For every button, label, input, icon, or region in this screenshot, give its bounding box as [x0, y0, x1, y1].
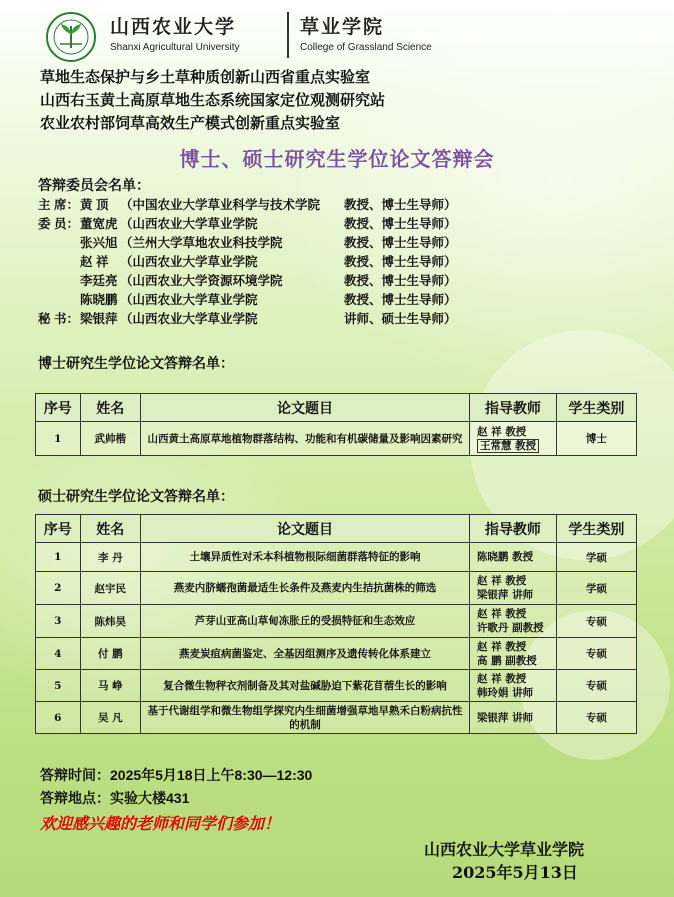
- defense-location: 答辩地点：实验大楼431: [40, 790, 190, 806]
- row-number: 2: [36, 572, 81, 605]
- row-number: 5: [36, 670, 81, 702]
- member-role: 委 员：: [38, 217, 79, 231]
- thesis-topic: 基于代谢组学和微生物组学探究内生细菌增强草地早熟禾白粉病抗性的机制: [141, 702, 470, 734]
- advisor-cell: [469, 543, 556, 572]
- member-org: （山西农业大学草业学院: [120, 312, 258, 326]
- advisor-text: 王常慧 教授: [477, 439, 539, 453]
- advisor-text: 韩玲娟 讲师: [476, 686, 534, 699]
- advisor-name: [473, 574, 553, 588]
- advisor-name: [473, 686, 553, 700]
- university-name-en: Shanxi Agricultural University: [110, 42, 240, 53]
- member-org: （山西农业大学资源环境学院: [120, 274, 283, 288]
- member-title: 教授、博士生导师）: [344, 293, 457, 307]
- column-header: 学生类别: [556, 394, 636, 422]
- lab-name: 山西右玉黄土高原草地生态系统国家定位观测研究站: [40, 91, 386, 109]
- advisor-cell: [469, 605, 556, 638]
- student-type: 专硕: [556, 670, 636, 702]
- member-org: （山西农业大学草业学院: [120, 255, 258, 269]
- invitation-text: 欢迎感兴趣的老师和同学们参加！: [40, 814, 281, 833]
- table-row: [36, 638, 637, 670]
- advisor-name: [473, 439, 553, 453]
- advisor-text: 许歌丹 副教授: [476, 622, 544, 634]
- member-name: 董宽虎: [80, 217, 118, 231]
- member-org: （中国农业大学草业科学与技术学院: [120, 198, 321, 212]
- university-name-cn: 山西农业大学: [110, 16, 237, 38]
- member-title: 讲师、硕士生导师）: [344, 312, 457, 326]
- member-name: 李廷亮: [80, 274, 118, 288]
- table-row: [36, 572, 637, 605]
- column-header: 论文题目: [141, 515, 470, 543]
- member-org: （兰州大学草地农业科技学院: [120, 236, 283, 250]
- column-header: 指导教师: [469, 515, 556, 543]
- master-heading: 硕士研究生学位论文答辩名单：: [38, 488, 234, 504]
- advisor-text: 赵 祥 教授: [476, 608, 527, 620]
- row-number: 1: [36, 422, 81, 456]
- master-table: [35, 514, 637, 734]
- table-row: [36, 702, 637, 734]
- university-logo: [46, 12, 96, 62]
- advisor-name: [473, 654, 553, 668]
- member-title: 教授、博士生导师）: [344, 217, 457, 231]
- page-title: 博士、硕士研究生学位论文答辩会: [179, 147, 495, 171]
- advisor-name: [473, 607, 553, 621]
- phd-heading: 博士研究生学位论文答辩名单：: [38, 355, 234, 371]
- thesis-topic: 山西黄土高原草地植物群落结构、功能和有机碳储量及影响因素研究: [141, 422, 470, 456]
- member-name: 黄 顶: [80, 198, 109, 212]
- member-name: 陈晓鹏: [80, 293, 118, 307]
- column-header: 姓名: [80, 394, 140, 422]
- thesis-topic: 燕麦内脐蠕孢菌最适生长条件及燕麦内生拮抗菌株的筛选: [141, 572, 470, 605]
- signature-org: 山西农业大学草业学院: [424, 840, 585, 859]
- student-name: 李 丹: [80, 543, 140, 572]
- column-header: 学生类别: [556, 515, 636, 543]
- member-role: 主 席：: [38, 198, 79, 212]
- student-type: 专硕: [556, 638, 636, 670]
- student-name: 陈炜昊: [80, 605, 140, 638]
- lab-name: 农业农村部饲草高效生产模式创新重点实验室: [40, 114, 341, 132]
- advisor-name: [473, 672, 553, 686]
- student-type: 专硕: [556, 605, 636, 638]
- advisor-name: [473, 425, 553, 439]
- advisor-text: 赵 祥 教授: [476, 640, 527, 653]
- advisor-text: 梁银萍 讲师: [476, 711, 534, 724]
- advisor-name: [473, 640, 553, 654]
- advisor-cell: [469, 670, 556, 702]
- advisor-cell: [469, 638, 556, 670]
- thesis-topic: 芦芽山亚高山草甸冻胀丘的受损特征和生态效应: [141, 605, 470, 638]
- row-number: 1: [36, 543, 81, 572]
- thesis-topic: 复合微生物秤衣剂制备及其对盐碱胁迫下紫花苜蓿生长的影响: [141, 670, 470, 702]
- advisor-name: [473, 621, 553, 635]
- advisor-text: 赵 祥 教授: [477, 425, 527, 438]
- lab-list: [40, 66, 385, 135]
- member-title: 教授、博士生导师）: [344, 255, 457, 269]
- student-type: 学硕: [556, 543, 636, 572]
- member-title: 教授、博士生导师）: [344, 274, 457, 288]
- member-name: 赵 祥: [80, 255, 109, 269]
- member-name: 张兴旭: [80, 236, 118, 250]
- signature-date: 2025年5月13日: [452, 863, 578, 882]
- table-row: [36, 670, 637, 702]
- member-role: 秘 书：: [38, 312, 79, 326]
- advisor-cell: [469, 572, 556, 605]
- column-header: 序号: [36, 515, 81, 543]
- member-org: （山西农业大学草业学院: [120, 293, 258, 307]
- student-name: 武帅楷: [80, 422, 140, 456]
- header-divider: [287, 12, 289, 58]
- phd-table: [35, 393, 637, 456]
- column-header: 姓名: [80, 515, 140, 543]
- advisor-cell: [470, 422, 557, 456]
- member-title: 教授、博士生导师）: [344, 198, 457, 212]
- member-name: 梁银萍: [80, 312, 118, 326]
- page-header: [44, 8, 644, 62]
- member-title: 教授、博士生导师）: [344, 236, 457, 250]
- table-row: [36, 543, 637, 572]
- thesis-topic: 燕麦炭疽病菌鉴定、全基因组测序及遗传转化体系建立: [141, 638, 470, 670]
- committee-heading: 答辩委员会名单：: [38, 177, 150, 193]
- student-name: 马 峥: [80, 670, 140, 702]
- college-name-en: College of Grassland Science: [300, 42, 432, 53]
- thesis-topic: 土壤异质性对禾本科植物根际细菌群落特征的影响: [141, 543, 470, 572]
- advisor-name: [473, 588, 553, 602]
- lab-name: 草地生态保护与乡土草种质创新山西省重点实验室: [40, 68, 371, 86]
- row-number: 3: [36, 605, 81, 638]
- column-header: 序号: [36, 394, 81, 422]
- advisor-text: 赵 祥 教授: [476, 575, 527, 587]
- table-row: [36, 605, 637, 638]
- member-org: （山西农业大学草业学院: [120, 217, 258, 231]
- defense-time: 答辩时间：2025年5月18日上午8:30—12:30: [40, 767, 313, 783]
- column-header: 论文题目: [141, 394, 470, 422]
- student-type: 博士: [556, 422, 636, 456]
- row-number: 4: [36, 638, 81, 670]
- student-name: 吴 凡: [80, 702, 140, 734]
- advisor-text: 高 鹏 副教授: [476, 654, 537, 667]
- student-name: 赵宇民: [80, 572, 140, 605]
- advisor-text: 梁银萍 讲师: [476, 589, 534, 601]
- column-header: 指导教师: [470, 394, 557, 422]
- advisor-text: 赵 祥 教授: [476, 672, 527, 685]
- advisor-text: 陈晓鹏 教授: [476, 551, 534, 563]
- table-row: [36, 422, 637, 456]
- advisor-name: [473, 711, 553, 725]
- college-name-cn: 草业学院: [300, 16, 385, 38]
- student-type: 专硕: [556, 702, 636, 734]
- advisor-name: [473, 550, 553, 564]
- row-number: 6: [36, 702, 81, 734]
- student-name: 付 鹏: [80, 638, 140, 670]
- advisor-cell: [469, 702, 556, 734]
- student-type: 学硕: [556, 572, 636, 605]
